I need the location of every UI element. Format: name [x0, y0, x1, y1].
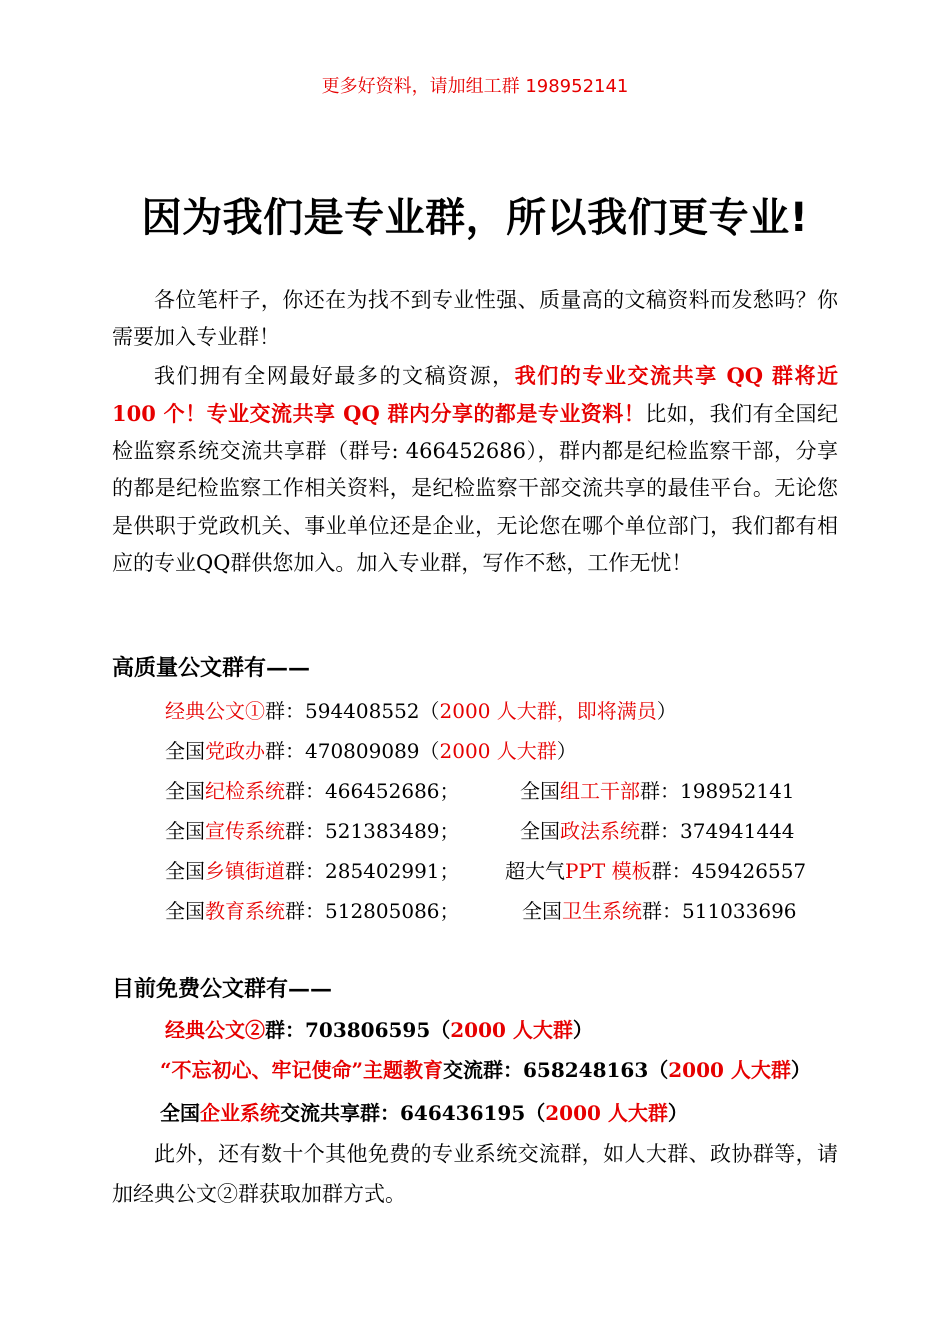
group-line-left: 全国宣传系统群：521383489；: [165, 819, 460, 843]
intro-paragraph-1: 各位笔杆子，你还在为找不到专业性强、质量高的文稿资料而发愁吗？你需要加入专业群！: [112, 288, 838, 350]
group-line: 全国党政办群：470809089（2000 人大群）: [165, 739, 577, 763]
group-name: 经典公文①: [165, 699, 265, 723]
group-name: 经典公文②: [165, 1018, 265, 1042]
group-line-left: 全国纪检系统群：466452686；: [165, 779, 460, 803]
group-name: 组工干部: [560, 779, 640, 803]
group-size-note: 2000 人大群: [545, 1101, 668, 1125]
group-line-right: 全国卫生系统群：511033696: [522, 899, 797, 923]
group-name: PPT 模板: [565, 859, 652, 883]
group-name: 纪检系统: [205, 779, 285, 803]
group-name: 政法系统: [560, 819, 640, 843]
promo-note: 更多好资料，请加组工群 198952141: [321, 76, 629, 97]
group-line-left: 全国乡镇街道群：285402991；: [165, 859, 460, 883]
page-title: 因为我们是专业群，所以我们更专业!: [141, 195, 809, 241]
group-name: 教育系统: [205, 899, 285, 923]
free-group-line: 经典公文②群：703806595（2000 人大群）: [165, 1018, 593, 1042]
free-groups-heading: 目前免费公文群有——: [112, 976, 333, 1002]
group-name: 企业系统: [200, 1101, 280, 1125]
group-name: 乡镇街道: [205, 859, 285, 883]
intro-p2-end: 比如，我们有全国纪检监察系统交流共享群（群号: 466452686），群内都是纪检监察干部，分享的都是纪检监察工作相关资料，是纪检监察干部交流共享的最佳平台。无论您是供职于党政机关、事业单位还是企业，无论您在哪个单位部门，我们都有相应的专业QQ群供您加入。加入专业群，写作不愁，工作无忧！: [112, 401, 838, 576]
group-size-note: 2000 人大群: [450, 1018, 573, 1042]
intro-text: [112, 282, 838, 582]
paid-groups-heading: 高质量公文群有——: [112, 655, 311, 681]
intro-paragraph-2: [112, 357, 838, 583]
intro-p2-start: 我们拥有全网最好最多的文稿资源，: [154, 363, 515, 388]
group-name: 卫生系统: [562, 899, 642, 923]
group-line-right: 全国政法系统群：374941444: [520, 819, 795, 843]
group-name: 宣传系统: [205, 819, 285, 843]
group-name: “不忘初心、牢记使命”主题教育: [160, 1058, 444, 1082]
group-line: 经典公文①群：594408552（2000 人大群，即将满员）: [165, 699, 677, 723]
group-size-note: 2000 人大群: [439, 739, 557, 763]
group-line-left: 全国教育系统群：512805086；: [165, 899, 460, 923]
group-name: 党政办: [205, 739, 265, 763]
free-group-line: “不忘初心、牢记使命”主题教育交流群：658248163（2000 人大群）: [160, 1058, 811, 1082]
group-size-note: 2000 人大群: [668, 1058, 791, 1082]
outro-text: [112, 1134, 838, 1214]
group-line-right: 全国组工干部群：198952141: [520, 779, 795, 803]
free-group-line: 全国企业系统交流共享群：646436195（2000 人大群）: [160, 1101, 688, 1125]
group-line-right: 超大气PPT 模板群：459426557: [505, 859, 807, 883]
group-size-note: 2000 人大群，即将满员: [439, 699, 657, 723]
intro-p2-highlight: 我们的专业交流共享 QQ 群将近 100 个！专业交流共享 QQ 群内分享的都是专业资料！: [112, 362, 839, 426]
outro-paragraph: 此外，还有数十个其他免费的专业系统交流群，如人大群、政协群等，请加经典公文②群获取加群方式。: [112, 1142, 838, 1206]
